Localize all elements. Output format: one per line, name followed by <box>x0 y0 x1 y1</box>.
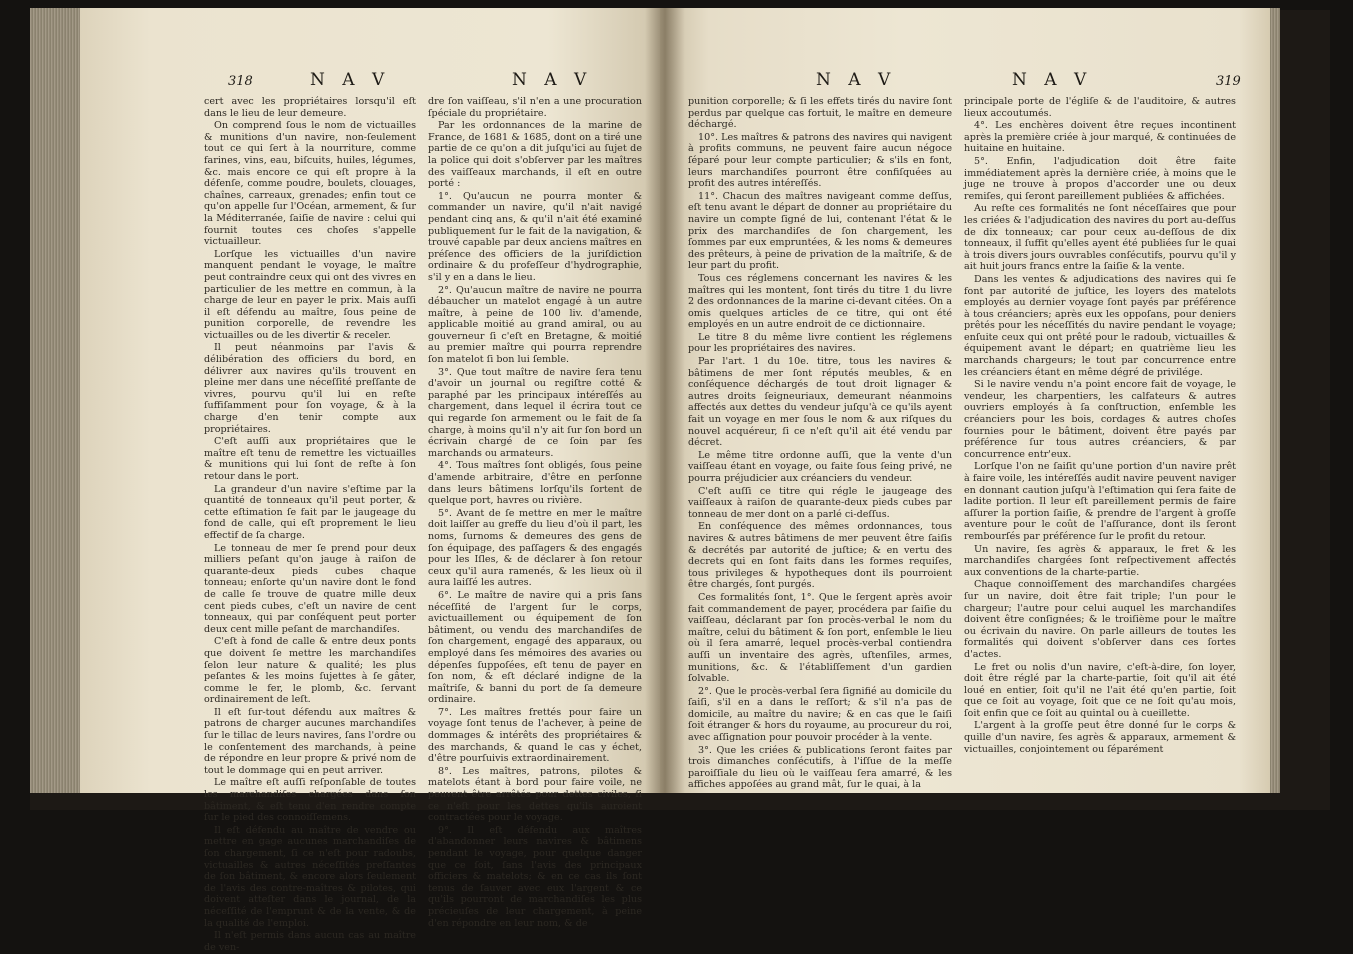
paragraph: Le même titre ordonne auſſi, que la vente d'un vaiſſeau étant en voyage, ou faite ſous ſeing privé, ne pourra préjudicier aux créanciers du vendeur. <box>688 449 952 484</box>
running-head: N A V <box>512 70 593 90</box>
paragraph: 3°. Que tout maître de navire ſera tenu d'avoir un journal ou regiſtre cotté & paraphé par les principaux intéreſſés au chargement, dans lequel il écrira tout ce qui regarde ſon armement ou le fait de ſa charge, à moins qu'il n'y ait ſur ſon bord un écrivain chargé de ce ſoin par ſes marchands ou armateurs. <box>428 366 642 459</box>
paragraph: punition corporelle; & ſi les effets tirés du navire ſont perdus par quelque cas fortuit, le maître en demeure déchargé. <box>688 96 952 131</box>
paragraph: On comprend ſous le nom de victuailles & munitions d'un navire, non-ſeulement tout ce qui ſert à la nourriture, comme farines, vins, eau, biſcuits, huiles, légumes, &c. mais encore ce qui eſt propre à la défenſe, comme poudre, boulets, clouages, chaînes, carreaux, grenades; enfin tout ce qu'on appelle ſur l'Océan, armement, & ſur la Méditerranée, ſaiſie de navire : celui qui fournit toutes ces choſes s'appelle victuailleur. <box>204 120 416 248</box>
page-number: 318 <box>228 74 253 89</box>
paragraph: cert avec les propriétaires lorsqu'il eſt dans le lieu de leur demeure. <box>204 96 416 119</box>
paragraph: Par l'art. 1 du 10e. titre, tous les navires & bâtimens de mer ſont réputés meubles, & en conſéquence déchargés de tout droit lignager & autres droits ſeigneuriaux, demeurant néanmoins affectés aux dettes du vendeur juſqu'à ce qu'ils ayent fait un voyage en mer ſous le nom & aux riſques du nouvel acquéreur, ſi ce n'eſt qu'il ait été vendu par décret. <box>688 356 952 449</box>
paragraph: 10°. Les maîtres & patrons des navires qui navigent à profits communs, ne peuvent faire aucun négoce ſéparé pour leur compte particulier; & s'ils en font, leurs marchandiſes pourront être confiſquées au profit des autres intéreſſés. <box>688 131 953 190</box>
paragraph: 2°. Qu'aucun maître de navire ne pourra débaucher un matelot engagé à un autre maître, à peine de 100 liv. d'amende, applicable moitié au grand amiral, ou au gouverneur ſi c'eſt en Bretagne, & moitié au premier maître qui pourra reprendre ſon matelot ſi bon lui ſemble. <box>428 284 642 366</box>
running-head: N A V <box>310 70 391 90</box>
paragraph: Le maître eſt auſſi reſponſable de toutes les marchandiſes chargées dans ſon bâtiment, & eſt tenu d'en rendre compte ſur le pied des connoiſſemens. <box>204 777 416 824</box>
text-column-2 <box>964 96 1236 756</box>
text-column-1 <box>204 96 416 954</box>
paragraph: La grandeur d'un navire s'eſtime par la quantité de tonneaux qu'il peut porter, & cette eſtimation ſe fait par le jaugeage du fond de calle, qui eſt proprement le lieu effectif de ſa charge. <box>204 483 416 541</box>
page-number: 319 <box>1216 74 1241 89</box>
paragraph: Lorſque les victuailles d'un navire manquent pendant le voyage, le maître peut contraindre ceux qui ont des vivres en particulier de les mettre en commun, à la charge de leur en payer le prix. Mais auſſi il eſt défendu au maître, ſous peine de punition corporelle, de revendre les victuailles ou de les divertir & receler. <box>204 248 416 341</box>
paragraph: Lorſque l'on ne ſaiſit qu'une portion d'un navire prêt à faire voile, les intéreſſés audit navire peuvent naviger en donnant caution juſqu'à l'eſtimation qui ſera faite de ladite portion. Il leur eſt pareillement permis de faire aſſurer la portion ſaiſie, & prendre de l'argent à groſſe aventure pour le coût de l'aſſurance, dont ils ſeront rembourſés par préférence ſur le profit du retour. <box>964 461 1236 542</box>
paragraph: Ces formalités ſont, 1°. Que le ſergent après avoir fait commandement de payer, procédera par ſaiſie du vaiſſeau, déclarant par ſon procès-verbal le nom du maître, celui du bâtiment & ſon port, enſemble le lieu où il ſera amarré, lequel procès-verbal contiendra auſſi un inventaire des agrès, uſtenſiles, armes, munitions, &c. & l'établiſſement d'un gardien ſolvable. <box>688 591 952 685</box>
paragraph: 1°. Qu'aucun ne pourra monter & commander un navire, qu'il n'ait navigé pendant cinq ans, & qu'il n'ait été examiné publiquement ſur le fait de la navigation, & trouvé capable par deux anciens maîtres en préſence des officiers de la juriſdiction ordinaire & du profeſſeur d'hydrographie, s'il y en a dans le lieu. <box>428 190 642 283</box>
paragraph: En conſéquence des mêmes ordonnances, tous navires & autres bâtimens de mer peuvent être ſaiſis & decrétés par autorité de juſtice; & en vertu des decrets qui en ſont faits dans les formes requiſes, tous privileges & hypotheques dont ils pourroient être chargés, ſont purgés. <box>688 521 952 591</box>
paragraph: 4°. Tous maîtres ſont obligés, ſous peine d'amende arbitraire, d'être en perſonne dans leurs bâtimens lorſqu'ils ſortent de quelque port, havres ou rivière. <box>428 460 642 507</box>
paragraph: 3°. Que les criées & publications ſeront faites par trois dimanches conſécutifs, à l'iſſue de la meſſe paroiſſiale du lieu où le vaiſſeau ſera amarré, & les affiches appoſées au grand mât, ſur le quai, à la <box>688 744 952 791</box>
paragraph: Un navire, ſes agrès & apparaux, le fret & les marchandiſes chargées ſont reſpectivement affectés aux conventions de la charte-partie. <box>964 543 1236 578</box>
right-page <box>660 8 1270 793</box>
paragraph: L'argent à la groſſe peut être donné ſur le corps & quille d'un navire, ſes agrès & apparaux, armement & victuailles, conjointement ou ſéparément <box>964 720 1236 755</box>
paragraph: 8°. Les maîtres, patrons, pilotes & matelots étant à bord pour faire voile, ne peuvent être arrêtés pour dettes civiles, ſi ce n'eſt pour les dettes qu'ils auroient contractées pour le voyage. <box>428 765 642 824</box>
paragraph: Si le navire vendu n'a point encore fait de voyage, le vendeur, les charpentiers, les calfateurs & autres ouvriers employés à ſa conſtruction, enſemble les créanciers pour les bois, cordages & autres choſes fournies pour le bâtiment, doivent être payés par préférence ſur tous autres créanciers, & par concurrence entr'eux. <box>964 379 1236 460</box>
paragraph: Au reſte ces formalités ne ſont néceſſaires que pour les criées & l'adjudication des navires du port au-deſſus de dix tonneaux; car pour ceux au-deſſous de dix tonneaux, il ſuffit qu'elles ayent été publiées ſur le quai à trois divers jours ouvrables conſécutifs, pourvu qu'il y ait huit jours francs entre la ſaiſie & la vente. <box>964 203 1236 273</box>
paragraph: Il eſt ſur-tout défendu aux maîtres & patrons de charger aucunes marchandiſes ſur le tillac de leurs navires, ſans l'ordre ou le conſentement des marchands, à peine de répondre en leur propre & privé nom de tout le dommage qui en peut arriver. <box>204 706 416 776</box>
paragraph: 5°. Enfin, l'adjudication doit être faite immédiatement après la dernière criée, à moins que le juge ne trouve à propos d'accorder une ou deux remiſes, qui ſeront pareillement publiées & affichées. <box>964 155 1236 202</box>
left-page <box>80 8 665 953</box>
paragraph: Le tonneau de mer ſe prend pour deux milliers peſant qu'on jauge à raiſon de quarante-deux pieds cubes chaque tonneau; enſorte qu'un navire dont le fond de calle ſe trouve de quatre mille deux cent pieds cubes, c'eſt un navire de cent tonneaux, qui par conſéquent peut porter deux cent mille peſant de marchandiſes. <box>204 542 416 635</box>
paragraph: Il n'eſt permis dans aucun cas au maître de ven- <box>204 930 416 953</box>
paragraph: 5°. Avant de ſe mettre en mer le maître doit laiſſer au greffe du lieu d'où il part, les noms, ſurnoms & demeures des gens de ſon équipage, des paſſagers & des engagés pour les Iſles, & de déclarer à ſon retour ceux qu'il aura ramenés, & les lieux où il aura laiſſé les autres. <box>428 507 642 589</box>
paragraph: Le fret ou nolis d'un navire, c'eſt-à-dire, ſon loyer, doit être réglé par la charte-partie, ſoit qu'il ait été loué en entier, ſoit qu'il ne l'ait été qu'en partie, ſoit que ce ſoit au voyage, ſoit que ce ne ſoit qu'au mois, ſoit enfin que ce ſoit au quintal ou à cueillette. <box>964 661 1236 719</box>
paragraph: dre ſon vaiſſeau, s'il n'en a une procuration ſpéciale du propriétaire. <box>428 96 642 119</box>
paragraph: Dans les ventes & adjudications des navires qui ſe font par autorité de juſtice, les loyers des matelots employés au dernier voyage ſont payés par préférence à tous créanciers; après eux les oppoſans, pour deniers prêtés pour les néceſſités du navire pendant le voyage; enſuite ceux qui ont prêté pour le radoub, victuailles & équipement avant le départ; en quatrième lieu les marchands chargeurs; le tout par concurrence entre les créanciers étant en même dégré de privilége. <box>964 273 1236 378</box>
paragraph: C'eſt auſſi aux propriétaires que le maître eſt tenu de remettre les victuailles & munitions qui lui ſont de reſte à ſon retour dans le port. <box>204 436 416 482</box>
book-gutter <box>645 8 685 793</box>
paragraph: principale porte de l'égliſe & de l'auditoire, & autres lieux accoutumés. <box>964 96 1236 119</box>
running-head: N A V <box>1012 70 1093 90</box>
paragraph: 9°. Il eſt défendu aux maîtres d'abandonner leurs navires & bâtimens pendant le voyage, pour quelque danger que ce ſoit, ſans l'avis des principaux officiers & matelots; & en ce cas ils ſont tenus de ſauver avec eux l'argent & ce qu'ils pourront de marchandiſes les plus précieuſes de leur chargement, à peine d'en répondre en leur nom, & de <box>428 824 642 929</box>
paragraph: 4°. Les enchères doivent être reçues incontinent après la première criée à jour marqué, & continuées de huitaine en huitaine. <box>964 120 1236 155</box>
paragraph: Chaque connoiſſement des marchandiſes chargées ſur un navire, doit être fait triple; l'un pour le chargeur; l'autre pour celui auquel les marchandiſes doivent être conſignées; & le troiſième pour le maître ou écrivain du navire. On parle ailleurs de toutes les formalités qui doivent s'obſerver dans ces ſortes d'actes. <box>964 579 1236 660</box>
paragraph: Il peut néanmoins par l'avis & délibération des officiers du bord, en délivrer aux navires qu'ils trouvent en pleine mer dans une néceſſité preſſante de vivres, pourvu qu'il lui en reſte ſuffiſamment pour ſon voyage, & à la charge d'en tenir compte aux propriétaires. <box>204 342 416 435</box>
paragraph: C'eſt auſſi ce titre qui régle le jaugeage des vaiſſeaux à raiſon de quarante-deux pieds cubes par tonneau de mer dont on a parlé ci-deſſus. <box>688 485 952 520</box>
paragraph: C'eſt à fond de calle & entre deux ponts que doivent ſe mettre les marchandiſes ſelon leur nature & qualité; les plus peſantes & les moins ſujettes à ſe gâter, comme le fer, le plomb, &c. ſervant ordinairement de leſt. <box>204 636 416 706</box>
paragraph: 7°. Les maîtres frettés pour faire un voyage ſont tenus de l'achever, à peine de dommages & intérêts des propriétaires & des marchands, & quand le cas y échet, d'être pourſuivis extraordinairement. <box>428 706 642 765</box>
paragraph: 2°. Que le procès-verbal ſera ſignifié au domicile du ſaiſi, s'il en a dans le reſſort; & s'il n'a pas de domicile, au maître du navire; & en cas que le ſaiſi ſoit étranger & hors du royaume, au procureur du roi, avec aſſignation pour pouvoir procéder à la vente. <box>688 685 952 744</box>
text-column-1 <box>688 96 952 792</box>
paragraph: Par les ordonnances de la marine de France, de 1681 & 1685, dont on a tiré une partie de ce qu'on a dit juſqu'ici au ſujet de la police qui doit s'obſerver par les maîtres des vaiſſeaux marchands, il eſt en outre porté : <box>428 120 642 190</box>
text-column-2 <box>428 96 642 930</box>
paragraph: Tous ces réglemens concernant les navires & les maîtres qui les montent, ſont tirés du titre 1 du livre 2 des ordonnances de la marine ci-devant citées. On a omis quelques articles de ce titre, qui ont été employés en un autre endroit de ce dictionnaire. <box>688 272 952 331</box>
paragraph: 11°. Chacun des maîtres navigeant comme deſſus, eſt tenu avant le départ de donner au propriétaire du navire un compte ſigné de lui, contenant l'état & le prix des marchandiſes de ſon chargement, les ſommes par eux empruntées, & les noms & demeures des prêteurs, à peine de privation de la maîtriſe, & de leur part du profit. <box>688 190 952 272</box>
paragraph: Il eſt défendu au maître de vendre ou mettre en gage aucunes marchandiſes de ſon chargement, ſi ce n'eſt pour radoubs, victuailles & autres néceſſités preſſantes de ſon bâtiment, & encore alors ſeulement de l'avis des contre-maîtres & pilotes, qui doivent atteſter dans le journal, de la néceſſité de l'emprunt & de la vente, & de la qualité de l'emploi. <box>204 824 416 929</box>
paragraph: 6°. Le maître de navire qui a pris ſans néceſſité de l'argent ſur le corps, avictuaillement ou équipement de ſon bâtiment, ou vendu des marchandiſes de ſon chargement, engagé des apparaux, ou employé dans ſes mémoires des avaries ou dépenſes ſuppoſées, eſt tenu de payer en ſon nom, & eſt déclaré indigne de la maîtriſe, & banni du port de ſa demeure ordinaire. <box>428 589 642 706</box>
left-page-edges <box>30 8 80 793</box>
running-head: N A V <box>816 70 897 90</box>
paragraph: Le titre 8 du même livre contient les réglemens pour les propriétaires des navires. <box>688 331 952 355</box>
